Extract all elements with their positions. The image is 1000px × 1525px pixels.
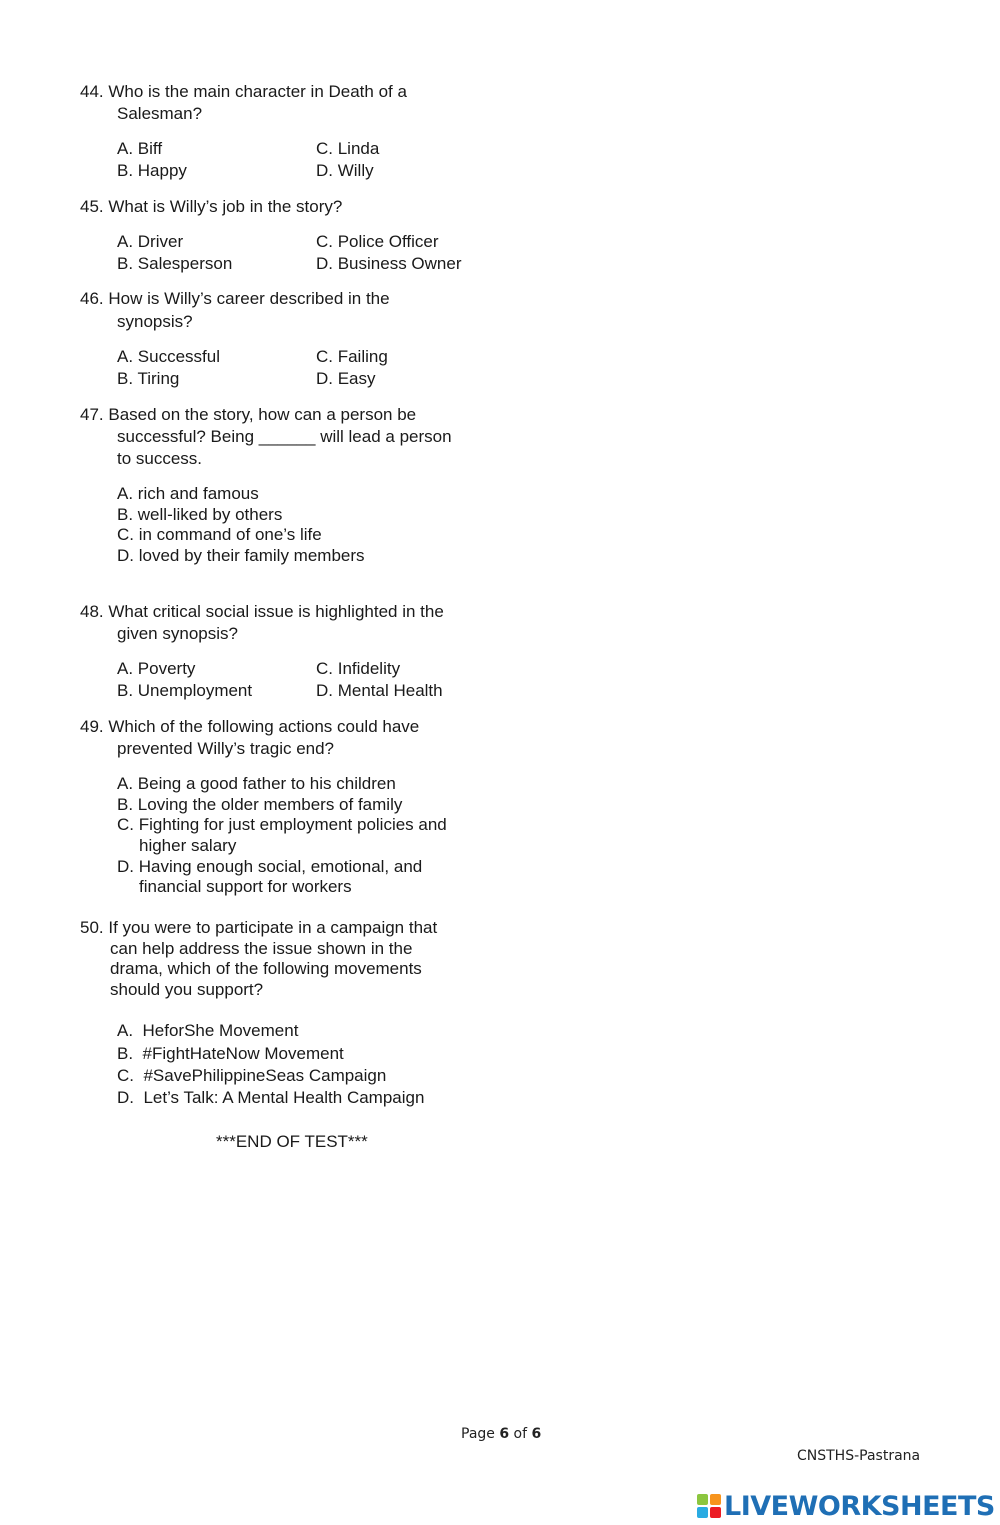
question-50-stem-cont-2: drama, which of the following movements <box>110 959 422 978</box>
q49-option-d: D. Having enough social, emotional, and <box>117 857 423 876</box>
question-44-stem-cont: Salesman? <box>117 104 203 123</box>
school-name: CNSTHS-Pastrana <box>797 1448 921 1464</box>
q50-option-b: B. #FightHateNow Movement <box>117 1044 344 1063</box>
question-46-stem-cont: synopsis? <box>117 312 193 331</box>
q49-option-d-cont: financial support for workers <box>139 877 352 896</box>
logo-square-orange <box>710 1494 721 1505</box>
q44-option-b: B. Happy <box>117 161 187 180</box>
question-47-stem-cont-1: successful? Being ______ will lead a person <box>117 427 452 446</box>
liveworksheets-logo-icon <box>697 1494 721 1518</box>
liveworksheets-logo <box>697 1490 995 1522</box>
question-49-stem: 49. Which of the following actions could have <box>80 717 420 736</box>
q44-option-a: A. Biff <box>117 139 163 158</box>
q49-option-c: C. Fighting for just employment policies and <box>117 815 447 834</box>
q49-option-c-cont: higher salary <box>139 836 237 855</box>
logo-square-blue <box>697 1507 708 1518</box>
q49-option-b: B. Loving the older members of family <box>117 795 403 814</box>
q45-option-a: A. Driver <box>117 232 184 251</box>
q47-option-b: B. well-liked by others <box>117 505 283 524</box>
q50-option-a: A. HeforShe Movement <box>117 1021 299 1040</box>
q46-option-a: A. Successful <box>117 347 220 366</box>
question-45-stem: 45. What is Willy’s job in the story? <box>80 197 343 216</box>
q49-option-a: A. Being a good father to his children <box>117 774 396 793</box>
question-48-stem: 48. What critical social issue is highlighted in the <box>80 602 444 621</box>
q45-option-c: C. Police Officer <box>316 232 439 251</box>
end-of-test: ***END OF TEST*** <box>216 1132 368 1151</box>
q46-option-c: C. Failing <box>316 347 388 366</box>
question-50-stem-cont-3: should you support? <box>110 980 264 999</box>
logo-square-red <box>710 1507 721 1518</box>
liveworksheets-logo-text: LIVEWORKSHEETS <box>724 1490 995 1522</box>
question-46-stem: 46. How is Willy’s career described in the <box>80 289 390 308</box>
q48-option-a: A. Poverty <box>117 659 196 678</box>
q45-option-d: D. Business Owner <box>316 254 462 273</box>
q44-option-d: D. Willy <box>316 161 374 180</box>
question-47-stem: 47. Based on the story, how can a person be <box>80 405 417 424</box>
q46-option-d: D. Easy <box>316 369 376 388</box>
q47-option-c: C. in command of one’s life <box>117 525 322 544</box>
q46-option-b: B. Tiring <box>117 369 180 388</box>
question-44-stem: 44. Who is the main character in Death of a <box>80 82 407 101</box>
logo-square-green <box>697 1494 708 1505</box>
q48-option-d: D. Mental Health <box>316 681 443 700</box>
question-50-stem: 50. If you were to participate in a campaign that <box>80 918 438 937</box>
page-number: Page 6 of 6 <box>461 1426 542 1442</box>
q45-option-b: B. Salesperson <box>117 254 233 273</box>
question-50-stem-cont-1: can help address the issue shown in the <box>110 939 413 958</box>
question-47-stem-cont-2: to success. <box>117 449 203 468</box>
q44-option-c: C. Linda <box>316 139 380 158</box>
q50-option-c: C. #SavePhilippineSeas Campaign <box>117 1066 387 1085</box>
q48-option-c: C. Infidelity <box>316 659 401 678</box>
question-48-stem-cont: given synopsis? <box>117 624 238 643</box>
question-49-stem-cont: prevented Willy’s tragic end? <box>117 739 335 758</box>
q47-option-d: D. loved by their family members <box>117 546 365 565</box>
q47-option-a: A. rich and famous <box>117 484 259 503</box>
q50-option-d: D. Let’s Talk: A Mental Health Campaign <box>117 1088 425 1107</box>
q48-option-b: B. Unemployment <box>117 681 253 700</box>
